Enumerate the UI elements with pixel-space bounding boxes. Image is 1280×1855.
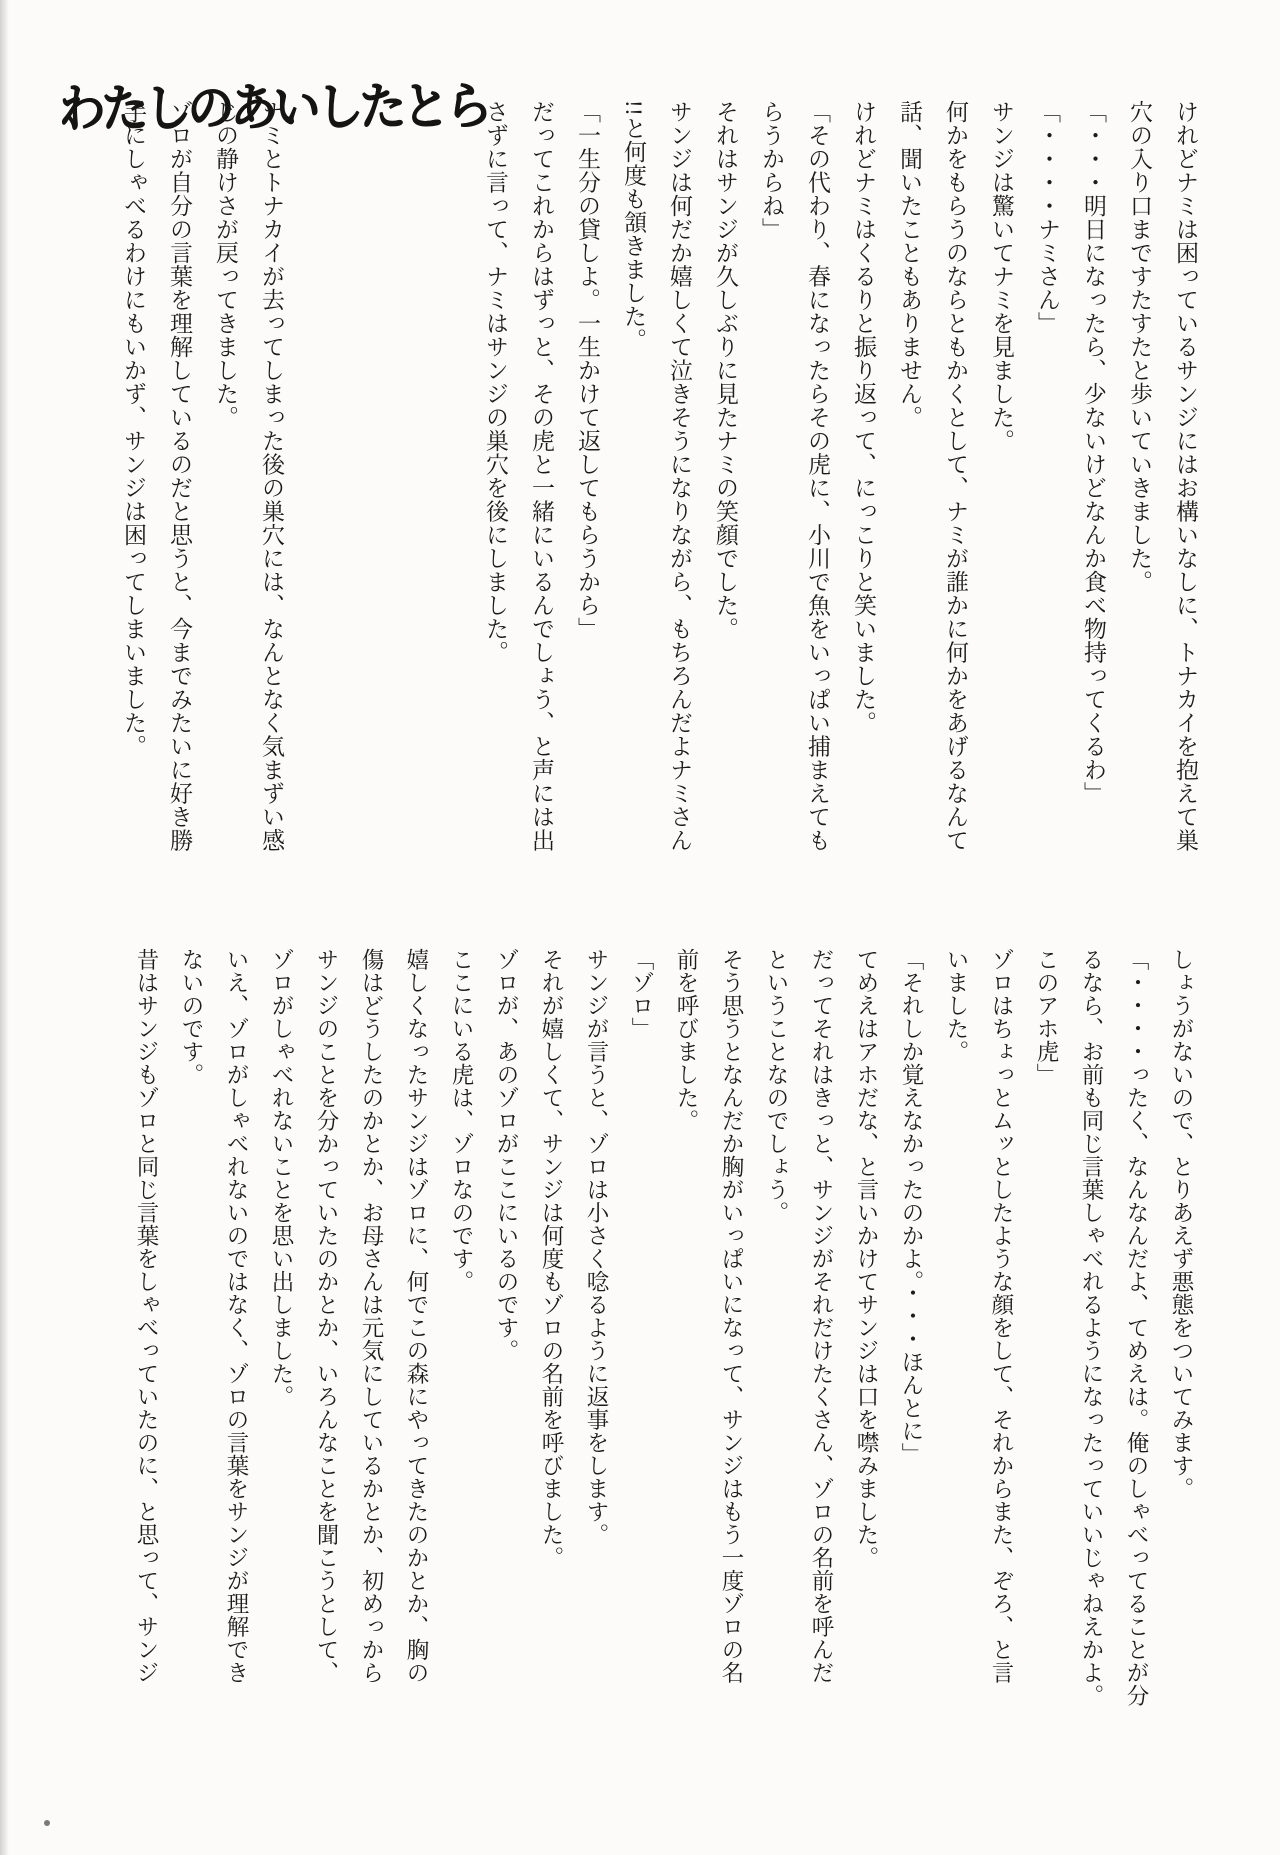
text-column: それはサンジが久しぶりに見たナミの笑顔でした。	[713, 100, 738, 641]
text-column: しょうがないので、とりあえず悪態をついてみます。	[1169, 948, 1194, 1500]
text-column: !!と何度も頷きました。	[621, 100, 646, 352]
text-column: 手にしゃべるわけにもいかず、サンジは困ってしまいました。	[121, 100, 146, 758]
text-column: 傷はどうしたのかとか、お母さんは元気にしているかとか、初めっから	[359, 948, 384, 1684]
text-column: 何かをもらうのならともかくとして、ナミが誰かに何かをあげるなんて	[943, 100, 968, 852]
text-column: 前を呼びました。	[674, 948, 699, 1132]
text-column: サンジは驚いてナミを見ました。	[989, 100, 1014, 453]
text-column: 「ゾロ」	[629, 948, 654, 1040]
text-column: 穴の入り口まですたすたと歩いていきました。	[1127, 100, 1152, 594]
text-column: さずに言って、ナミはサンジの巣穴を後にしました。	[483, 100, 508, 664]
text-column: サンジは何だか嬉しくて泣きそうになりながら、もちろんだよナミさん	[667, 100, 692, 852]
text-column: 昔はサンジもゾロと同じ言葉をしゃべっていたのに、と思って、サンジ	[134, 948, 159, 1684]
text-column: このアホ虎」	[1034, 948, 1059, 1086]
text-column: 「・・・明日になったら、少ないけどなんか食べ物持ってくるわ」	[1081, 100, 1106, 805]
text-column: ゾロが自分の言葉を理解しているのだと思うと、今までみたいに好き勝	[167, 100, 192, 852]
text-column: それが嬉しくて、サンジは何度もゾロの名前を呼びました。	[539, 948, 564, 1569]
text-column: いました。	[944, 948, 969, 1063]
text-column: だってこれからはずっと、その虎と一緒にいるんでしょう、と声には出	[529, 100, 554, 852]
text-column: けれどナミはくるりと振り返って、にっこりと笑いました。	[851, 100, 876, 735]
text-column: ここにいる虎は、ゾロなのです。	[449, 948, 474, 1293]
text-column: いえ、ゾロがしゃべれないのではなく、ゾロの言葉をサンジが理解でき	[224, 948, 249, 1684]
text-column: ないのです。	[179, 948, 204, 1086]
scan-edge-shadow	[0, 0, 9, 1855]
text-column: 「・・・・ったく、なんなんだよ、てめえは。俺のしゃべってることが分	[1124, 948, 1149, 1707]
text-column: そう思うとなんだか胸がいっぱいになって、サンジはもう一度ゾロの名	[719, 948, 744, 1684]
text-column: らうからね」	[759, 100, 784, 241]
text-column: サンジが言うと、ゾロは小さく唸るように返事をします。	[584, 948, 609, 1546]
text-column: ゾロがしゃべれないことを思い出しました。	[269, 948, 294, 1408]
scan-speck	[44, 1820, 50, 1826]
text-column: ゾロはちょっとムッとしたような顔をして、それからまた、ぞろ、と言	[989, 948, 1014, 1684]
text-column: 話、聞いたこともありません。	[897, 100, 922, 429]
text-column: 「一生分の貸しよ。一生かけて返してもらうから」	[575, 100, 600, 641]
text-column: 「それしか覚えなかったのかよ。・・・ほんとに」	[899, 948, 924, 1466]
text-column: ゾロが、あのゾロがここにいるのです。	[494, 948, 519, 1362]
story-text-block-bottom	[124, 948, 1204, 1743]
text-column: ナミとトナカイが去ってしまった後の巣穴には、なんとなく気まずい感	[259, 100, 284, 852]
text-column: 「・・・・ナミさん」	[1035, 100, 1060, 335]
text-column: じの静けさが戻ってきました。	[213, 100, 238, 429]
text-column: 「その代わり、春になったらその虎に、小川で魚をいっぱい捕まえても	[805, 100, 830, 852]
text-column: ということなのでしょう。	[764, 948, 789, 1224]
text-column: サンジのことを分かっていたのかとか、いろんなことを聞こうとして、	[314, 948, 339, 1684]
text-column: けれどナミは困っているサンジにはお構いなしに、トナカイを抱えて巣	[1173, 100, 1198, 852]
story-text-block-top	[110, 100, 1208, 915]
text-column: るなら、お前も同じ言葉しゃべれるようになったっていいじゃねえかよ。	[1079, 948, 1104, 1707]
text-column: てめえはアホだな、と言いかけてサンジは口を噤みました。	[854, 948, 879, 1569]
text-column: 嬉しくなったサンジはゾロに、何でこの森にやってきたのかとか、胸の	[404, 948, 429, 1684]
page-title: わたしのあいしたとら	[58, 77, 489, 140]
text-column: だってそれはきっと、サンジがそれだけたくさん、ゾロの名前を呼んだ	[809, 948, 834, 1684]
